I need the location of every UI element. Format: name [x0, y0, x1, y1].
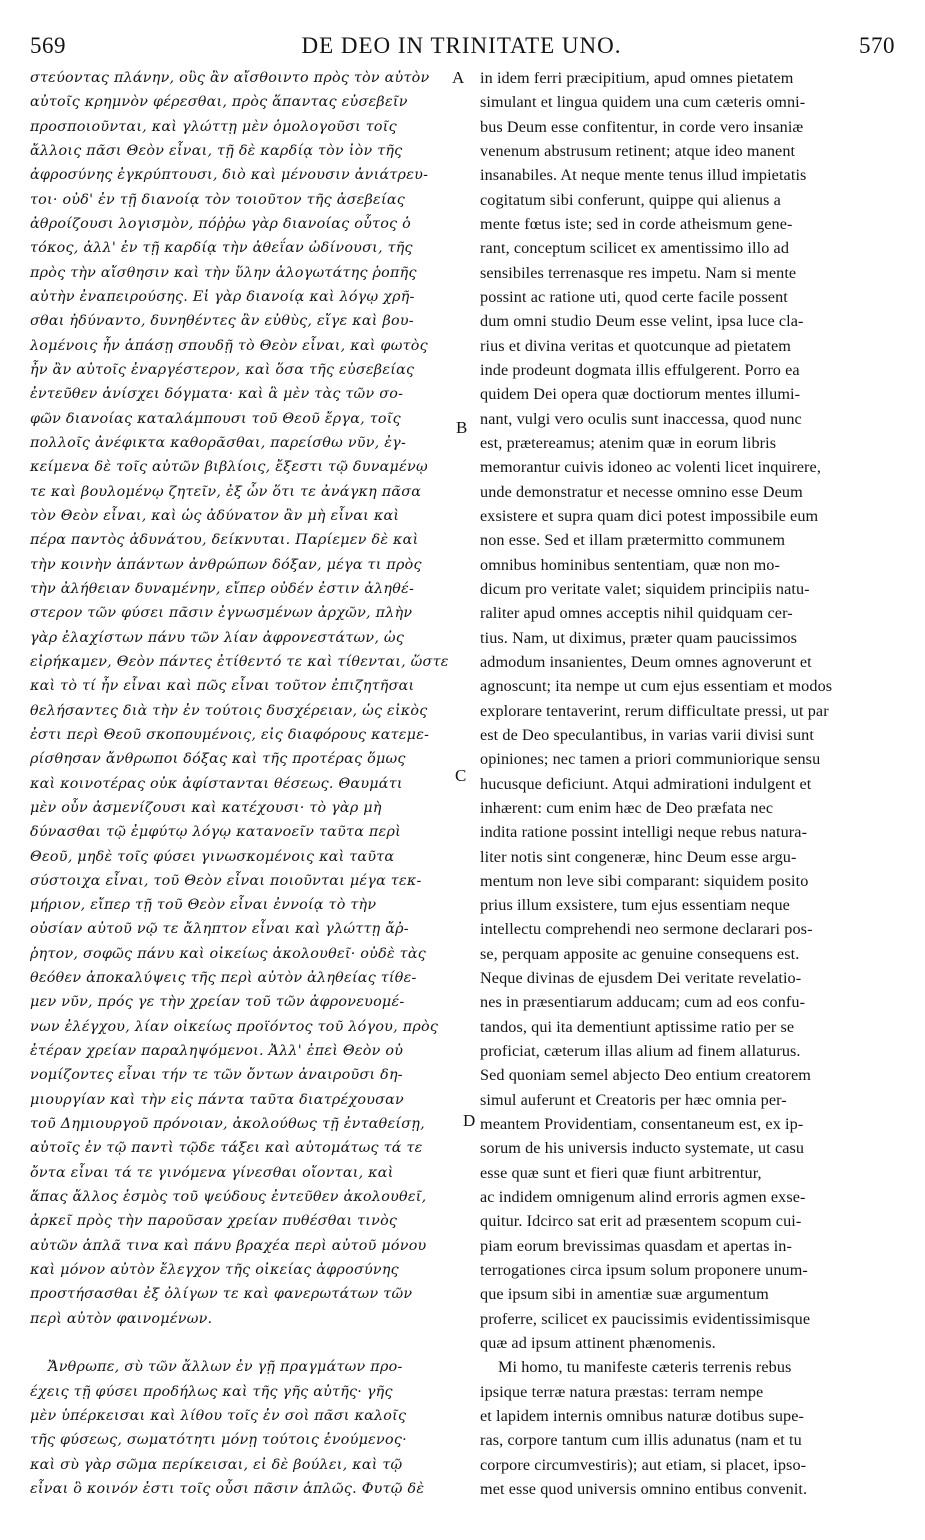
latin-text-line: in idem ferri præcipitium, apud omnes pietatem [480, 69, 794, 87]
greek-text-line: εἶναι ὃ κοινόν ἐστι τοῖς οὖσι πᾶσιν ἁπλῶς. Φυτῷ δὲ [30, 1481, 425, 1498]
greek-text-line: μὲν ὑπέρκεισαι καὶ λίθου τοῖς ἐν σοὶ πᾶσι καλοῖς [30, 1408, 407, 1425]
latin-text-line: ac indidem omnigenum alind erroris agmen exse- [480, 1188, 806, 1207]
latin-text-line: corpore circumvestiris); aut etiam, si placet, ipso- [480, 1455, 807, 1474]
latin-text-line: non esse. Sed et illam prætermitto communem [480, 531, 786, 550]
greek-text-line: τῆς φύσεως, σωματότητι μόνῃ τούτοις ἑνούμενος· [30, 1432, 407, 1449]
greek-text-line: ὄντα εἶναι τά τε γινόμενα γίνεσθαι οἴονται, καὶ [30, 1164, 394, 1181]
latin-text-line: ipsique terræ natura præstas: terram nempe [480, 1382, 764, 1401]
latin-text-line: raliter apud omnes acceptis nihil quidquam cer- [480, 604, 793, 623]
greek-text-line: αὐτοῖς ἐν τῷ παντὶ τῷδε τάξει καὶ αὐτομάτως τά τε [30, 1140, 423, 1157]
greek-text-line: καὶ κοινοτέρας οὐκ ἀφίστανται θέσεως. Θαυμάτι [30, 775, 403, 792]
greek-text-line [30, 1331, 455, 1355]
latin-text-line: cogitatum sibi conferunt, quippe qui alienus a [480, 190, 781, 209]
latin-text-line: indita ratione possint intelligi neque rebus natura- [480, 823, 808, 842]
greek-text-line: σύστοιχα εἶναι, τοῦ Θεὸν εἶναι ποιοῦνται μέγα τεκ- [30, 872, 422, 889]
greek-text-line: ἀρκεῖ πρὸς τὴν παροῦσαν χρείαν πυθέσθαι τινὸς [30, 1213, 398, 1230]
greek-text-line: θελήσαντες διὰ τὴν ἐν τούτοις δυσχέρειαν, ὡς εἰκὸς [30, 702, 428, 719]
greek-text-line: τὸν Θεὸν εἶναι, καὶ ὡς ἀδύνατον ἂν μὴ εἶναι καὶ [30, 507, 400, 524]
running-header [28, 33, 895, 67]
latin-text-line: possint ac ratione uti, quod certe facile possent [480, 287, 788, 306]
latin-text-line: omnibus hominibus sententiam, quæ non mo- [480, 555, 780, 574]
latin-text-line: simulant et lingua quidem una cum cæteris omni- [480, 93, 806, 112]
greek-text-line: ἀφροσύνης ἐγκρύπτουσι, διὸ καὶ μένουσιν ἀνιάτρευ- [30, 167, 429, 184]
latin-text-line: Neque divinas de ejusdem Dei veritate revelatio- [480, 969, 802, 988]
latin-text-line: tius. Nam, ut diximus, præter quam paucissimos [480, 628, 798, 647]
greek-text-line: ἑτέραν χρείαν παραληψόμενοι. Ἀλλ' ἐπεὶ Θεὸν οὐ [30, 1043, 404, 1060]
latin-text-line: meantem Providentiam, consentaneum est, ex ip- [480, 1115, 804, 1134]
greek-text-line: περὶ αὐτὸν φαινομένων. [30, 1310, 213, 1327]
latin-text-line: admodum insanientes, Deum omnes agnoverunt et [480, 652, 812, 671]
greek-text-line: κείμενα δὲ τοῖς αὐτῶν βιβλίοις, ἔξεστι τῷ δυναμένῳ [30, 459, 428, 476]
running-title: DE DEO IN TRINITATE UNO. [301, 33, 622, 58]
greek-text-line: πρὸς τὴν αἴσθησιν καὶ τὴν ὕλην ἀλογωτάτης ῥοπῆς [30, 264, 417, 281]
greek-text-line: λομένοις ἦν ἁπάσῃ σπουδῇ τὸ Θεὸν εἶναι, καὶ φωτὸς [30, 337, 428, 354]
latin-text-line: liter notis sint congeneræ, hinc Deum esse argu- [480, 847, 797, 866]
latin-text-line: rant, conceptum scilicet ex amentissimo illo ad [480, 239, 790, 258]
greek-text-line: ἀθροίζουσι λογισμὸν, πόῤῥω γὰρ διανοίας οὗτος ὁ [30, 215, 411, 232]
latin-text-line: esse quæ sunt et fieri quæ fiunt arbitrentur, [480, 1163, 762, 1182]
greek-text-line: Θεοῦ, μηδὲ τοῖς φύσει γινωσκομένοις καὶ ταῦτα [30, 848, 395, 865]
greek-text-line: μὲν οὖν ἀσμενίζουσι καὶ κατέχουσι· τὸ γὰρ μὴ [30, 799, 382, 816]
latin-text-line: agnoscunt; ita nempe ut cum ejus essentiam et modos [480, 677, 833, 696]
greek-text-line: εἰρήκαμεν, Θεὸν πάντες ἐτίθεντό τε καὶ τίθενται, ὥστε [30, 653, 449, 670]
margin-letter-a: A [452, 68, 465, 87]
greek-text-line: προστήσασθαι ἐξ ὀλίγων τε καὶ φανερωτάτων τῶν [30, 1286, 413, 1303]
greek-text-line: ἐντεῦθεν ἀνίσχει δόγματα· καὶ ἃ μὲν τὰς τῶν σο- [30, 386, 404, 403]
greek-text-line: προσποιοῦνται, καὶ γλώττῃ μὲν ὁμολογοῦσι τοῖς [30, 118, 397, 135]
greek-text-line: μεν νῦν, πρός γε τὴν χρείαν τοῦ τῶν ἀφρονευομέ- [30, 994, 405, 1011]
greek-text-line: τὴν κοινὴν ἁπάντων ἀνθρώπων δόξαν, μέγα τι πρὸς [30, 556, 422, 573]
latin-text-line: Sed quoniam semel abjecto Deo entium creatorem [480, 1066, 811, 1085]
latin-text-line: hucusque deficiunt. Atqui admirationi indulgent et [480, 774, 812, 793]
greek-text-line: πέρα παντὸς ἀδυνάτου, δείκνυται. Παρίεμεν δὲ καὶ [30, 532, 419, 549]
greek-text-line: οὐσίαν αὐτοῦ νῷ τε ἄληπτον εἶναι καὶ γλώττῃ ἄῤ- [30, 921, 409, 938]
latin-text-line: est de Deo speculantibus, in varias varii divisi sunt [480, 725, 814, 744]
greek-text-line: καὶ σὺ γὰρ σῶμα περίκεισαι, εἰ δὲ βούλει, καὶ τῷ [30, 1456, 403, 1473]
latin-text-line: mentum non leve sibi comparant: siquidem posito [480, 871, 809, 890]
latin-text-line: que ipsum sibi in amentiæ suæ argumentum [480, 1285, 769, 1304]
greek-text-line: τοῦ Δημιουργοῦ πρόνοιαν, ἀκολούθως τῇ ἐνταθείσῃ, [30, 1116, 425, 1133]
margin-letter-d: D [463, 1111, 476, 1130]
latin-text-line: sorum de his universis inducto systemate, ut casu [480, 1139, 805, 1158]
greek-text-line: φῶν διανοίας καταλάμπουσι τοῦ Θεοῦ ἔργα, τοῖς [30, 410, 401, 427]
margin-letter-c: C [455, 766, 467, 785]
latin-text-line: opiniones; nec tamen a priori communiorique sensu [480, 750, 821, 769]
latin-text-line: rius et divina veritas et quotcunque ad pietatem [480, 336, 791, 355]
latin-text-line: Mi homo, tu manifeste cæteris terrenis rebus [498, 1358, 792, 1377]
latin-text-line: inhærent: cum enim hæc de Deo præfata nec [480, 798, 774, 817]
latin-text-line: proficiat, cæterum illas alium ad finem allaturus. [480, 1042, 801, 1061]
latin-text-line: nes in præsentiarum adducam; cum ad eos confu- [480, 993, 806, 1012]
latin-text-line: quidem Dei opera quæ doctiorum mentes illumi- [480, 385, 801, 404]
latin-text-line: nant, vulgi vero oculis sunt inaccessa, quod nunc [480, 409, 802, 428]
greek-text-line: ῥητον, σοφῶς πάνυ καὶ οἰκείως ἀκολουθεῖ· οὐδὲ τὰς [30, 945, 427, 962]
greek-text-line: μιουργίαν καὶ τὴν εἰς πάντα ταῦτα διατρέχουσαν [30, 1091, 404, 1108]
page-number-left: 569 [30, 33, 66, 58]
greek-text-line: ἅπας ἄλλος ἑσμὸς τοῦ ψεύδους ἐντεῦθεν ἀκολουθεῖ, [30, 1189, 427, 1206]
latin-text-line: et lapidem internis omnibus naturæ dotibus supe- [480, 1407, 805, 1426]
latin-text-line: quæ ad ipsum attinent phænomenis. [480, 1334, 716, 1353]
latin-text-line: est, prætereamus; atenim quæ in eorum libris [480, 433, 777, 452]
greek-text-line: αὐτὴν ἐναπειρούσης. Εἰ γὰρ διανοίᾳ καὶ λόγῳ χρῆ- [30, 288, 415, 305]
latin-text-line: inde prodeunt dogmata illis effulgerent. Porro ea [480, 360, 800, 379]
greek-text-line: τε καὶ βουλομένῳ ζητεῖν, ἐξ ὧν ὅτι τε ἀνάγκη πᾶσα [30, 483, 422, 500]
greek-text-line: νων ἐλέγχου, λίαν οἰκείως προϊόντος τοῦ λόγου, πρὸς [30, 1018, 439, 1035]
latin-text-line: quitur. Idcirco sat erit ad præsentem scopum cui- [480, 1212, 802, 1231]
greek-text-line: σθαι ἠδύναντο, δυνηθέντες ἂν εὐθὺς, εἴγε καὶ βου- [30, 313, 414, 330]
greek-text-line: νομίζοντες εἶναι τήν τε τῶν ὄντων ἀναιροῦσι δη- [30, 1067, 403, 1084]
latin-text-line: terrogationes circa ipsum solum proponere unum- [480, 1261, 808, 1280]
greek-text-line: τὴν ἀλήθειαν δυναμένην, εἴπερ οὐδέν ἐστιν ἀληθέ- [30, 580, 415, 597]
greek-text-line: καὶ μόνον αὐτὸν ἔλεγχον τῆς οἰκείας ἀφροσύνης [30, 1262, 399, 1279]
greek-text-line: στερον τῶν φύσει πᾶσιν ἐγνωσμένων ἀρχῶν, πλὴν [30, 605, 413, 622]
latin-text-line: bus Deum esse confitentur, in corde vero insaniæ [480, 117, 804, 136]
latin-text-line: insanabiles. At neque mente tenus illud impietatis [480, 166, 807, 185]
greek-text-line: γὰρ ἐλαχίστων πάνυ τῶν λίαν ἀφρονεστάτων, ὡς [30, 629, 405, 646]
latin-text-line: tandos, qui ita dementiunt aptissime ratio per se [480, 1017, 795, 1036]
latin-text-line: venenum abstrusum retinent; atque ideo manent [480, 141, 796, 160]
latin-text-line: intellectu comprehendi neo sermone declarari pos- [480, 920, 813, 939]
greek-text-line: τοι· οὐδ' ἐν τῇ διανοίᾳ τὸν τοιοῦτον τῆς ἀσεβείας [30, 191, 405, 208]
latin-text-line: se, perquam apposite ac genuine consequens est. [480, 944, 800, 963]
latin-text-line: prius illum exsistere, tum ejus essentiam neque [480, 896, 790, 915]
greek-text-line: πολλοῖς ἀνέφικτα καθορᾶσθαι, παρείσθω νῦν, ἐγ- [30, 434, 407, 451]
latin-text-line: sensibiles terrenasque res impetu. Nam si mente [480, 263, 797, 282]
page-number-right: 570 [859, 33, 895, 58]
greek-text-line: αὐτοῖς κρημνὸν φέρεσθαι, πρὸς ἅπαντας εὐσεβεῖν [30, 94, 408, 111]
greek-text-line: θεόθεν ἀποκαλύψεις τῆς περὶ αὐτὸν ἀληθείας τίθε- [30, 970, 417, 987]
greek-text-line: Ἄνθρωπε, σὺ τῶν ἄλλων ἐν γῇ πραγμάτων προ- [48, 1359, 403, 1376]
latin-text-line: memorantur cuivis idoneo ac volenti licet inquirere, [480, 458, 821, 477]
greek-text-line: ἦν ἂν αὐτοῖς ἐναργέστερον, καὶ ὅσα τῆς εὐσεβείας [30, 361, 415, 378]
greek-text-line: έχεις τῇ φύσει προδήλως καὶ τῆς γῆς αὐτῆς· γῆς [30, 1383, 393, 1400]
latin-text-line: simul auferunt et Creatoris per hæc omnia per- [480, 1090, 787, 1109]
latin-text-line: dum omni studio Deum esse velint, ipsa luce cla- [480, 312, 804, 331]
latin-text-line: dicum pro veritate valet; siquidem principiis natu- [480, 579, 810, 598]
greek-text-line: ἄλλοις πᾶσι Θεὸν εἶναι, τῇ δὲ καρδίᾳ τὸν ἰὸν τῆς [30, 142, 403, 159]
latin-text-column [480, 66, 887, 1501]
latin-text-line: piam eorum brevissimas quasdam et apertas in- [480, 1236, 792, 1255]
latin-text-line: met esse quod universis omnino entibus convenit. [480, 1480, 808, 1499]
latin-text-line: exsistere et supra quam dici potest impossibile eum [480, 506, 819, 525]
greek-text-column [30, 66, 455, 1501]
greek-text-line: ρίσθησαν ἄνθρωποι δόξας καὶ τῆς προτέρας ὅμως [30, 751, 406, 768]
margin-letter-b: B [456, 418, 468, 437]
latin-text-line: ras, corpore tantum cum illis adunatus (nam et tu [480, 1431, 802, 1450]
greek-text-line: ἐστι περὶ Θεοῦ σκοπουμένοις, εἰς διαφόρους κατεμε- [30, 726, 430, 743]
greek-text-line: δύνασθαι τῷ ἐμφύτῳ λόγῳ κατανοεῖν ταῦτα περὶ [30, 824, 401, 841]
latin-text-line: unde demonstratur et necesse omnino esse Deum [480, 482, 803, 501]
latin-text-line: explorare tentaverint, rerum difficultate pressi, ut par [480, 701, 829, 720]
greek-text-line: στεύοντας πλάνην, οὓς ἂν αἴσθοιντο πρὸς τὸν αὐτὸν [30, 70, 430, 86]
greek-text-line: αὐτῶν ἁπλᾶ τινα καὶ πάνυ βραχέα περὶ αὐτοῦ μόνου [30, 1237, 427, 1254]
latin-text-line: proferre, scilicet ex paucissimis evidentissimisque [480, 1309, 811, 1328]
greek-text-line: μήριον, εἴπερ τῇ τοῦ Θεὸν εἶναι ἐννοίᾳ τὸ τὴν [30, 897, 377, 914]
latin-text-line: mente fœtus iste; sed in corde atheismum gene- [480, 214, 793, 233]
greek-text-line: τόκος, ἀλλ' ἐν τῇ καρδίᾳ τὴν ἀθεΐαν ὠδίνουσι, τῆς [30, 240, 413, 257]
greek-text-line: καὶ τὸ τί ἦν εἶναι καὶ πῶς εἶναι τοῦτον ἐπιζητῆσαι [30, 678, 415, 695]
